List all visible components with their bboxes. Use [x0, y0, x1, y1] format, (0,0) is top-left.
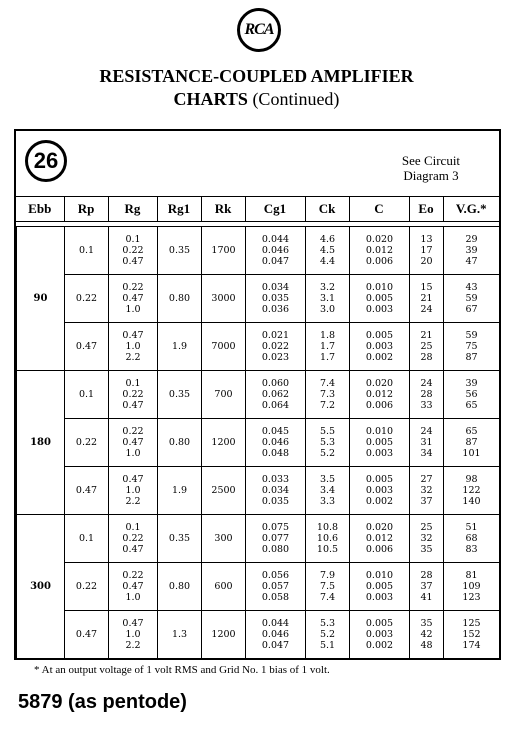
cell-eo: 24 31 34	[410, 419, 444, 467]
cell-vg: 98 122 140	[444, 467, 500, 515]
cell-ck: 5.3 5.2 5.1	[306, 611, 350, 659]
table-row	[17, 611, 500, 659]
footnote: * At an output voltage of 1 volt RMS and Grid No. 1 bias of 1 volt.	[34, 664, 330, 676]
cell-c: 0.010 0.005 0.003	[350, 275, 410, 323]
cell-rk: 300	[202, 515, 246, 563]
header-cell: Ebb	[16, 197, 64, 222]
cell-vg: 65 87 101	[444, 419, 500, 467]
header-cell: Rk	[201, 197, 245, 222]
cell-rk: 7000	[202, 323, 246, 371]
cell-rg1: 0.35	[158, 371, 202, 419]
header-cell: Eo	[409, 197, 443, 222]
cell-eo: 24 28 33	[410, 371, 444, 419]
rca-logo	[237, 8, 281, 52]
table-row	[17, 515, 500, 563]
cell-eo: 27 32 37	[410, 467, 444, 515]
header-cell: Rg1	[157, 197, 201, 222]
title-continued: (Continued)	[252, 89, 340, 109]
cell-cg1: 0.075 0.077 0.080	[246, 515, 306, 563]
cell-ck: 4.6 4.5 4.4	[306, 227, 350, 275]
cell-c: 0.020 0.012 0.006	[350, 227, 410, 275]
cell-c: 0.010 0.005 0.003	[350, 563, 410, 611]
cell-vg: 39 56 65	[444, 371, 500, 419]
cell-rp: 0.47	[65, 323, 109, 371]
cell-rk: 600	[202, 563, 246, 611]
circuit-note	[380, 153, 482, 183]
chart-number-badge: 26	[25, 140, 67, 182]
cell-rg1: 1.3	[158, 611, 202, 659]
header-cell: V.G.*	[443, 197, 499, 222]
cell-c: 0.005 0.003 0.002	[350, 467, 410, 515]
header-cell: C	[349, 197, 409, 222]
cell-c: 0.020 0.012 0.006	[350, 371, 410, 419]
cell-ck: 3.2 3.1 3.0	[306, 275, 350, 323]
cell-rp: 0.47	[65, 467, 109, 515]
cell-rg1: 0.35	[158, 227, 202, 275]
cell-ck: 7.4 7.3 7.2	[306, 371, 350, 419]
cell-ck: 5.5 5.3 5.2	[306, 419, 350, 467]
table-row	[17, 323, 500, 371]
header-cell: Cg1	[245, 197, 305, 222]
cell-cg1: 0.033 0.034 0.035	[246, 467, 306, 515]
cell-eo: 28 37 41	[410, 563, 444, 611]
cell-rp: 0.1	[65, 371, 109, 419]
cell-rg: 0.1 0.22 0.47	[109, 227, 158, 275]
cell-rk: 1700	[202, 227, 246, 275]
cell-c: 0.010 0.005 0.003	[350, 419, 410, 467]
cell-vg: 43 59 67	[444, 275, 500, 323]
ebb-cell: 180	[17, 371, 65, 515]
cell-rg: 0.22 0.47 1.0	[109, 419, 158, 467]
cell-cg1: 0.056 0.057 0.058	[246, 563, 306, 611]
cell-rg1: 1.9	[158, 467, 202, 515]
cell-rp: 0.1	[65, 515, 109, 563]
cell-rg1: 1.9	[158, 323, 202, 371]
table-row	[17, 419, 500, 467]
cell-rg: 0.22 0.47 1.0	[109, 563, 158, 611]
cell-vg: 81 109 123	[444, 563, 500, 611]
cell-rk: 700	[202, 371, 246, 419]
cell-ck: 10.8 10.6 10.5	[306, 515, 350, 563]
circuit-note-line-1: See Circuit	[401, 153, 461, 168]
cell-rg1: 0.80	[158, 419, 202, 467]
table-row	[17, 467, 500, 515]
cell-rg: 0.47 1.0 2.2	[109, 467, 158, 515]
ebb-cell: 300	[17, 515, 65, 659]
cell-rp: 0.22	[65, 275, 109, 323]
cell-rp: 0.1	[65, 227, 109, 275]
cell-rg: 0.47 1.0 2.2	[109, 611, 158, 659]
table-row	[17, 371, 500, 419]
cell-cg1: 0.044 0.046 0.047	[246, 227, 306, 275]
cell-eo: 21 25 28	[410, 323, 444, 371]
cell-eo: 15 21 24	[410, 275, 444, 323]
table-row	[17, 563, 500, 611]
circuit-note-line-2: Diagram 3	[403, 168, 459, 183]
cell-c: 0.020 0.012 0.006	[350, 515, 410, 563]
cell-eo: 13 17 20	[410, 227, 444, 275]
cell-ck: 3.5 3.4 3.3	[306, 467, 350, 515]
cell-vg: 29 39 47	[444, 227, 500, 275]
title-line-1: RESISTANCE-COUPLED AMPLIFIER	[99, 66, 414, 86]
cell-rg1: 0.80	[158, 563, 202, 611]
cell-rg1: 0.35	[158, 515, 202, 563]
cell-c: 0.005 0.003 0.002	[350, 611, 410, 659]
cell-cg1: 0.044 0.046 0.047	[246, 611, 306, 659]
ebb-cell: 90	[17, 227, 65, 371]
cell-rk: 1200	[202, 611, 246, 659]
cell-c: 0.005 0.003 0.002	[350, 323, 410, 371]
cell-rg: 0.47 1.0 2.2	[109, 323, 158, 371]
cell-rg: 0.1 0.22 0.47	[109, 515, 158, 563]
data-table	[16, 226, 500, 659]
header-cell: Rg	[108, 197, 157, 222]
cell-eo: 35 42 48	[410, 611, 444, 659]
cell-vg: 125 152 174	[444, 611, 500, 659]
cell-cg1: 0.021 0.022 0.023	[246, 323, 306, 371]
table-row	[17, 227, 500, 275]
cell-rk: 1200	[202, 419, 246, 467]
title-charts: CHARTS	[173, 89, 248, 109]
title-line-2	[0, 89, 513, 110]
cell-rp: 0.22	[65, 419, 109, 467]
cell-rg1: 0.80	[158, 275, 202, 323]
column-header-row	[16, 196, 499, 222]
cell-rk: 3000	[202, 275, 246, 323]
cell-vg: 59 75 87	[444, 323, 500, 371]
table-row	[17, 275, 500, 323]
cell-rk: 2500	[202, 467, 246, 515]
header-cell: Ck	[305, 197, 349, 222]
logo-text: RCA	[244, 21, 274, 38]
cell-cg1: 0.060 0.062 0.064	[246, 371, 306, 419]
header-cell: Rp	[64, 197, 108, 222]
cell-rp: 0.22	[65, 563, 109, 611]
cell-cg1: 0.034 0.035 0.036	[246, 275, 306, 323]
cell-vg: 51 68 83	[444, 515, 500, 563]
cell-ck: 7.9 7.5 7.4	[306, 563, 350, 611]
cell-eo: 25 32 35	[410, 515, 444, 563]
cell-rp: 0.47	[65, 611, 109, 659]
tube-label: 5879 (as pentode)	[18, 691, 187, 713]
cell-cg1: 0.045 0.046 0.048	[246, 419, 306, 467]
cell-rg: 0.22 0.47 1.0	[109, 275, 158, 323]
cell-rg: 0.1 0.22 0.47	[109, 371, 158, 419]
cell-ck: 1.8 1.7 1.7	[306, 323, 350, 371]
